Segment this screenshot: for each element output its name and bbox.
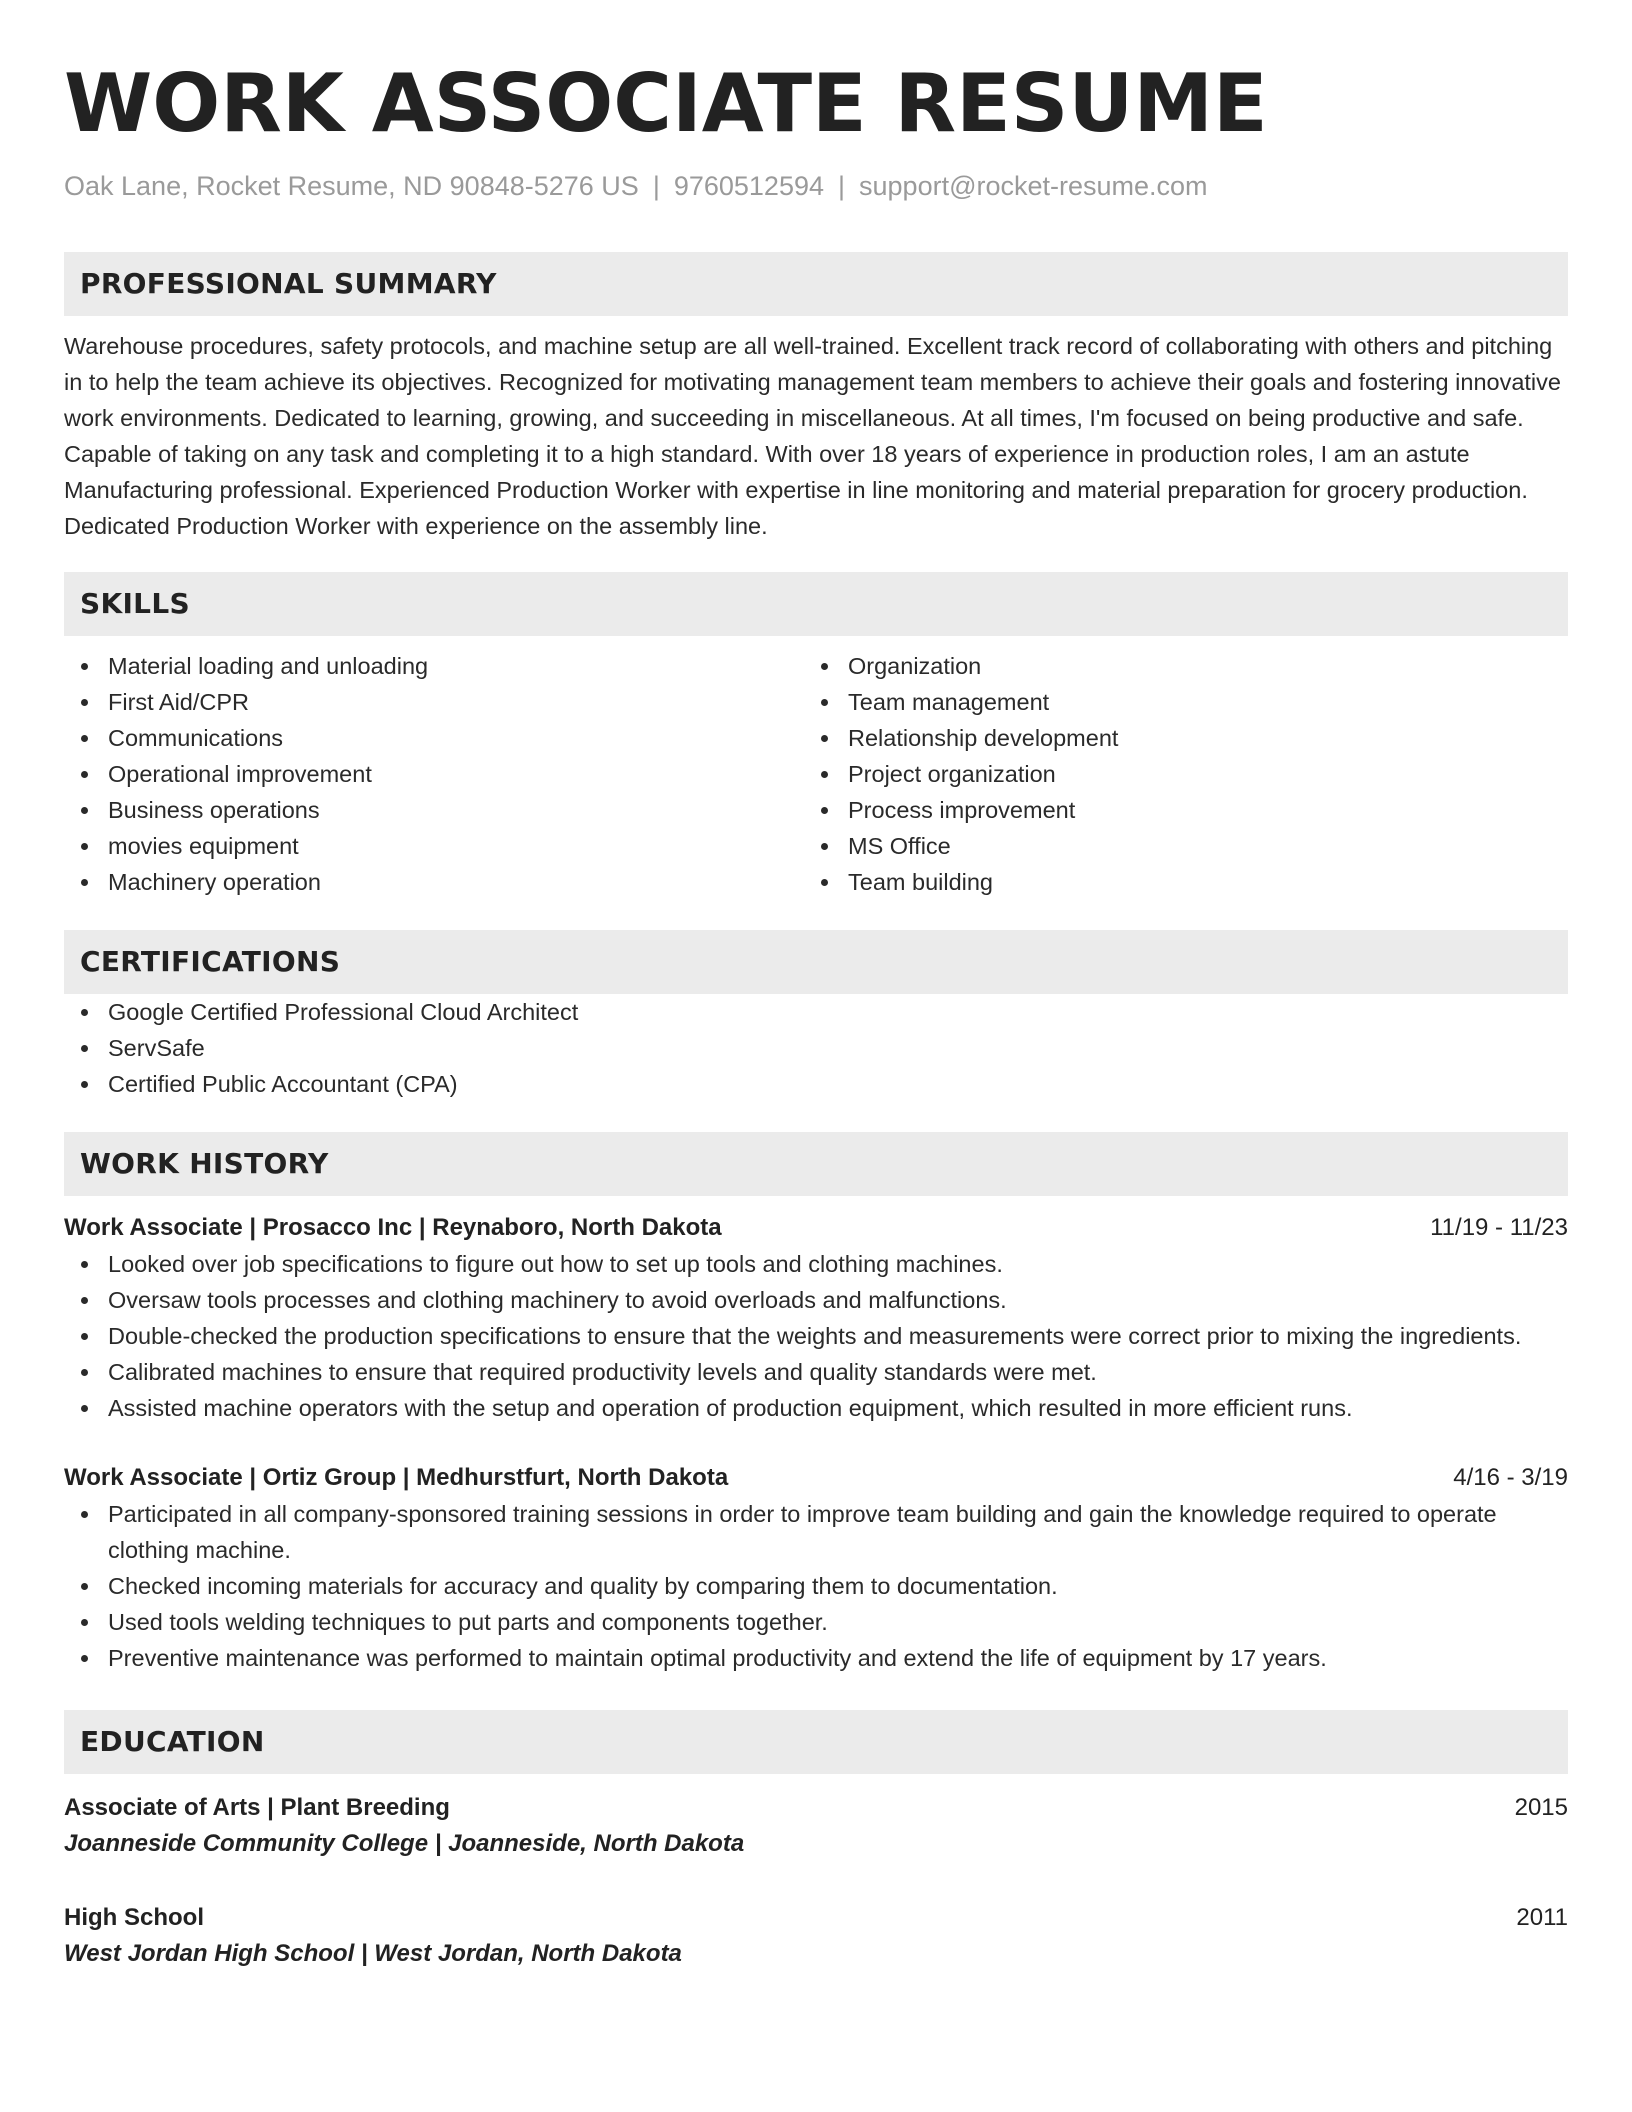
skill-item: Relationship development — [804, 720, 1544, 756]
education-entry — [64, 1790, 1568, 1862]
education-year: 2015 — [1514, 1794, 1568, 1821]
skills-grid — [64, 648, 1568, 900]
certifications-list — [64, 994, 1568, 1102]
job-title: Work Associate | Ortiz Group | Medhurstfurt, North Dakota — [64, 1464, 729, 1491]
certification-item: Certified Public Accountant (CPA) — [64, 1066, 1568, 1102]
skills-column-right — [804, 648, 1544, 900]
job-bullets — [64, 1496, 1568, 1676]
job-bullet: Used tools welding techniques to put parts and components together. — [64, 1604, 1568, 1640]
skill-item: First Aid/CPR — [64, 684, 804, 720]
skill-item: Machinery operation — [64, 864, 804, 900]
education-degree: High School — [64, 1904, 204, 1931]
job-bullet: Assisted machine operators with the setup and operation of production equipment, which resulted in more efficient runs. — [64, 1390, 1568, 1426]
job-bullet: Calibrated machines to ensure that required productivity levels and quality standards were met. — [64, 1354, 1568, 1390]
resume-title: WORK ASSOCIATE RESUME — [64, 57, 1268, 150]
education-degree: Associate of Arts | Plant Breeding — [64, 1794, 450, 1821]
job-heading — [64, 1460, 1568, 1496]
skills-column-left — [64, 648, 804, 900]
skill-item: Communications — [64, 720, 804, 756]
skill-item: Team building — [804, 864, 1544, 900]
skill-item: Business operations — [64, 792, 804, 828]
job-bullets — [64, 1246, 1568, 1426]
contact-email: support@rocket-resume.com — [859, 171, 1208, 201]
summary-text: Warehouse procedures, safety protocols, and machine setup are all well-trained. Excellent track record of collaborating with others and pitching in to help the team achieve its objectives. Recognized for motivating management team members to achieve their goals and fostering innovative work environments. Dedicated to learning, growing, and succeeding in miscellaneous. At all times, I'm focused on being productive and safe. Capable of taking on any task and completing it to a high standard. With over 18 years of experience in production roles, I am an astute Manufacturing professional. Experienced Production Worker with expertise in line monitoring and material preparation for grocery production. Dedicated Production Worker with experience on the assembly line. — [64, 333, 1561, 539]
contact-address: Oak Lane, Rocket Resume, ND 90848-5276 US — [64, 171, 639, 201]
section-header-skills: SKILLS — [64, 572, 1568, 636]
job-dates: 4/16 - 3/19 — [1453, 1464, 1568, 1491]
section-header-summary: PROFESSIONAL SUMMARY — [64, 252, 1568, 316]
job-bullet: Double-checked the production specifications to ensure that the weights and measurements were correct prior to mixing the ingredients. — [64, 1318, 1568, 1354]
education-school: West Jordan High School | West Jordan, North Dakota — [64, 1940, 682, 1967]
job-dates: 11/19 - 11/23 — [1430, 1214, 1568, 1241]
section-header-work-history: WORK HISTORY — [64, 1132, 1568, 1196]
certification-item: ServSafe — [64, 1030, 1568, 1066]
skill-item: Process improvement — [804, 792, 1544, 828]
job-bullet: Looked over job specifications to figure out how to set up tools and clothing machines. — [64, 1246, 1568, 1282]
contact-line — [64, 168, 1568, 204]
education-heading — [64, 1790, 1568, 1826]
contact-separator: | — [838, 171, 846, 201]
section-header-education: EDUCATION — [64, 1710, 1568, 1774]
education-entry — [64, 1900, 1568, 1972]
contact-phone: 9760512594 — [673, 171, 824, 201]
skill-item: Operational improvement — [64, 756, 804, 792]
section-header-certifications: CERTIFICATIONS — [64, 930, 1568, 994]
certification-item: Google Certified Professional Cloud Architect — [64, 994, 1568, 1030]
skill-item: Project organization — [804, 756, 1544, 792]
skill-item: Material loading and unloading — [64, 648, 804, 684]
education-school: Joanneside Community College | Joanneside, North Dakota — [64, 1830, 745, 1857]
skill-item: Team management — [804, 684, 1544, 720]
job-bullet: Preventive maintenance was performed to maintain optimal productivity and extend the life of equipment by 17 years. — [64, 1640, 1568, 1676]
skill-item: MS Office — [804, 828, 1544, 864]
skill-item: movies equipment — [64, 828, 804, 864]
education-heading — [64, 1900, 1568, 1936]
job-bullet: Participated in all company-sponsored training sessions in order to improve team building and gain the knowledge required to operate clothing machine. — [64, 1496, 1568, 1568]
job-title: Work Associate | Prosacco Inc | Reynaboro, North Dakota — [64, 1214, 722, 1241]
job-heading — [64, 1210, 1568, 1246]
contact-separator: | — [652, 171, 660, 201]
skill-item: Organization — [804, 648, 1544, 684]
education-year: 2011 — [1516, 1904, 1568, 1931]
job-bullet: Checked incoming materials for accuracy and quality by comparing them to documentation. — [64, 1568, 1568, 1604]
job-bullet: Oversaw tools processes and clothing machinery to avoid overloads and malfunctions. — [64, 1282, 1568, 1318]
